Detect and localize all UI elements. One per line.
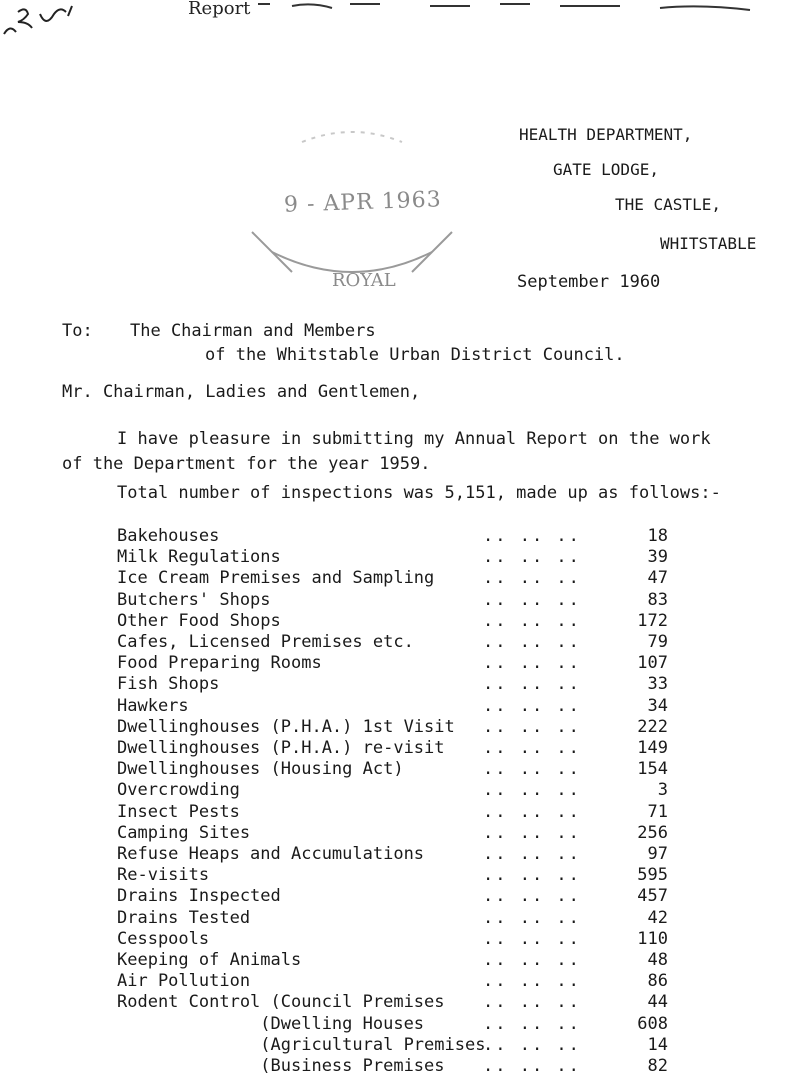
table-row-leader-dots: .. .. .. [483,992,581,1012]
address-line-3: THE CASTLE, [615,195,721,214]
table-row-value: 34 [647,696,668,716]
table-row-leader-dots: .. .. .. [483,908,581,928]
table-row-value: 149 [637,738,668,758]
recipient-line-1: The Chairman and Members [130,321,376,341]
table-row-value: 71 [647,802,668,822]
address-line-4: WHITSTABLE [660,234,757,253]
table-row-leader-dots: .. .. .. [483,844,581,864]
intro-line-2: of the Department for the year 1959. [62,454,431,474]
table-row-value: 97 [647,844,668,864]
table-row-label: Dwellinghouses (P.H.A.) 1st Visit [117,717,455,737]
table-row-label: Fish Shops [117,674,220,694]
table-row-value: 42 [647,908,668,928]
stamp-band-text: ROYAL [332,270,396,291]
table-row-value: 595 [637,865,668,885]
table-row-leader-dots: .. .. .. [483,929,581,949]
table-row-leader-dots: .. .. .. [483,823,581,843]
table-row-value: 39 [647,547,668,567]
table-row-value: 79 [647,632,668,652]
table-row-label: Butchers' Shops [117,590,271,610]
table-row-leader-dots: .. .. .. [483,547,581,567]
table-row-value: 14 [647,1035,668,1055]
table-row-leader-dots: .. .. .. [483,780,581,800]
table-row-leader-dots: .. .. .. [483,738,581,758]
table-row-label: Overcrowding [117,780,240,800]
header-scrawl [0,0,800,40]
table-row-leader-dots: .. .. .. [483,696,581,716]
table-row-value: 33 [647,674,668,694]
table-row-label: Air Pollution [117,971,251,991]
table-row-value: 154 [637,759,668,779]
stamp-date: 9 - APR 1963 [283,187,443,218]
table-row-leader-dots: .. .. .. [483,590,581,610]
table-row-label: Rodent Control (Council Premises [117,992,445,1012]
table-row-leader-dots: .. .. .. [483,865,581,885]
table-row-leader-dots: .. .. .. [483,1014,581,1034]
recipient-line-2: of the Whitstable Urban District Council. [205,345,625,365]
table-row-label: Insect Pests [117,802,240,822]
table-row-leader-dots: .. .. .. [483,950,581,970]
header-scrawl-text: Report [188,0,251,19]
table-row-leader-dots: .. .. .. [483,802,581,822]
table-row-label: Food Preparing Rooms [117,653,322,673]
table-row-value: 608 [637,1014,668,1034]
table-row-leader-dots: .. .. .. [483,632,581,652]
total-inspections-line: Total number of inspections was 5,151, made up as follows:- [117,483,721,503]
letter-date: September 1960 [517,272,661,292]
table-row-value: 172 [637,611,668,631]
table-row-label: (Agricultural Premises [117,1035,486,1055]
to-label: To: [62,321,93,341]
table-row-label: Milk Regulations [117,547,281,567]
address-line-1: HEALTH DEPARTMENT, [519,125,693,144]
table-row-leader-dots: .. .. .. [483,759,581,779]
table-row-value: 82 [647,1056,668,1076]
table-row-leader-dots: .. .. .. [483,611,581,631]
table-row-value: 44 [647,992,668,1012]
table-row-label: Bakehouses [117,526,220,546]
table-row-leader-dots: .. .. .. [483,653,581,673]
table-row-label: Refuse Heaps and Accumulations [117,844,425,864]
table-row-leader-dots: .. .. .. [483,526,581,546]
table-row-value: 47 [647,568,668,588]
table-row-leader-dots: .. .. .. [483,674,581,694]
received-stamp [232,112,472,302]
table-row-value: 86 [647,971,668,991]
table-row-label: Drains Inspected [117,886,281,906]
table-row-label: Camping Sites [117,823,251,843]
table-row-leader-dots: .. .. .. [483,568,581,588]
table-row-value: 256 [637,823,668,843]
table-row-leader-dots: .. .. .. [483,1056,581,1076]
table-row-label: Keeping of Animals [117,950,302,970]
table-row-label: Dwellinghouses (Housing Act) [117,759,404,779]
table-row-value: 107 [637,653,668,673]
table-row-leader-dots: .. .. .. [483,971,581,991]
table-row-label: Hawkers [117,696,189,716]
table-row-label: Other Food Shops [117,611,281,631]
table-row-value: 457 [637,886,668,906]
table-row-label: Cafes, Licensed Premises etc. [117,632,414,652]
table-row-label: Re-visits [117,865,210,885]
table-row-value: 110 [637,929,668,949]
table-row-label: (Dwelling Houses [117,1014,425,1034]
salutation: Mr. Chairman, Ladies and Gentlemen, [62,382,421,402]
table-row-leader-dots: .. .. .. [483,717,581,737]
table-row-leader-dots: .. .. .. [483,886,581,906]
table-row-value: 83 [647,590,668,610]
table-row-label: Dwellinghouses (P.H.A.) re-visit [117,738,445,758]
table-row-label: Drains Tested [117,908,251,928]
table-row-value: 3 [657,780,668,800]
table-row-value: 222 [637,717,668,737]
table-row-value: 48 [647,950,668,970]
table-row-value: 18 [647,526,668,546]
intro-line-1: I have pleasure in submitting my Annual Report on the work [117,429,711,449]
table-row-leader-dots: .. .. .. [483,1035,581,1055]
table-row-label: (Business Premises [117,1056,445,1076]
table-row-label: Ice Cream Premises and Sampling [117,568,435,588]
table-row-label: Cesspools [117,929,210,949]
address-line-2: GATE LODGE, [553,160,659,179]
